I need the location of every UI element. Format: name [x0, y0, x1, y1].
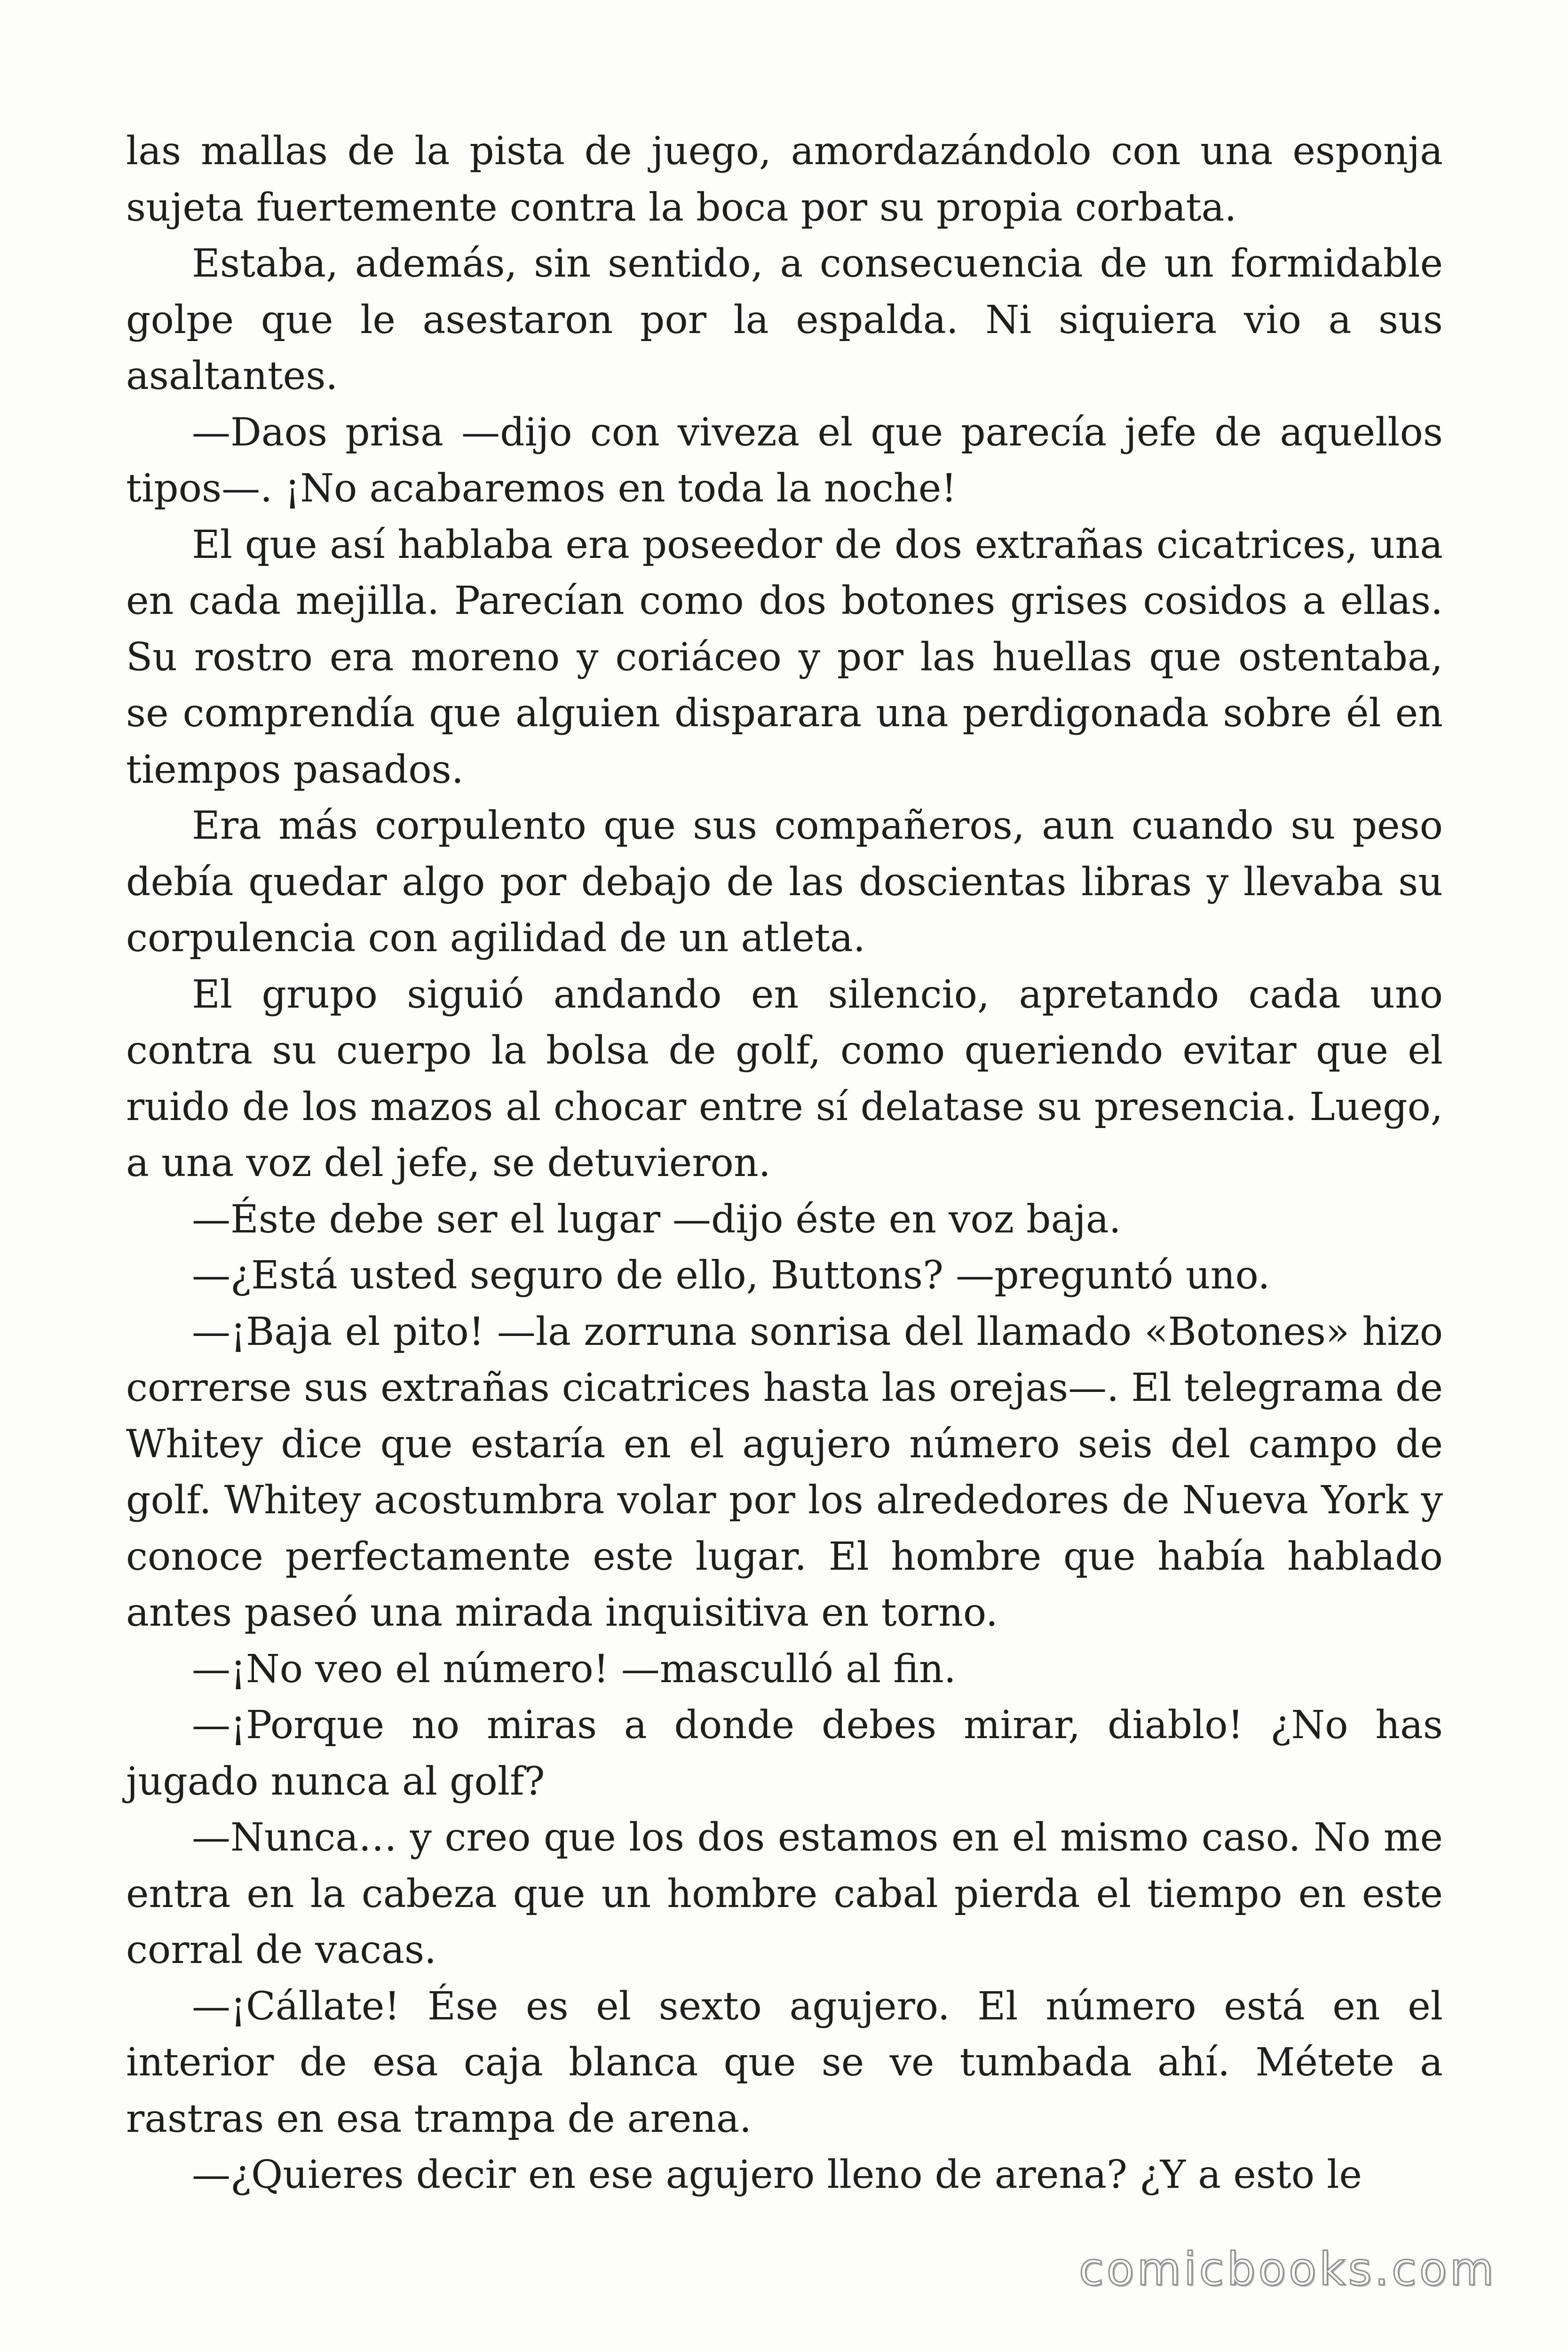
- paragraph: El que así hablaba era poseedor de dos extrañas cicatrices, una en cada mejilla. Parecían como dos botones grises cosidos a ellas. Su rostro era moreno y coriáceo y por las huellas que ostentaba, se comprendía que alguien disparara una perdigonada sobre él en tiempos pasados.: [126, 522, 1443, 792]
- paragraph: —Nunca… y creo que los dos estamos en el mismo caso. No me entra en la cabeza que un hombre cabal pierda el tiempo en este corral de vacas.: [126, 1815, 1443, 1972]
- paragraph: El grupo siguió andando en silencio, apretando cada uno contra su cuerpo la bolsa de golf, como queriendo evitar que el ruido de los mazos al chocar entre sí delatase su presencia. Luego, a una voz del jefe, se detuvieron.: [126, 972, 1443, 1185]
- paragraph: —¡Porque no miras a donde debes mirar, diablo! ¿No has jugado nunca al golf?: [126, 1703, 1443, 1804]
- paragraph: —¿Está usted seguro de ello, Buttons? —preguntó uno.: [192, 1253, 1270, 1298]
- paragraph: —¡Cállate! Ése es el sexto agujero. El número está en el interior de esa caja blanca que se ve tumbada ahí. Métete a rastras en esa trampa de arena.: [126, 1984, 1443, 2141]
- page-body: [126, 123, 1443, 2203]
- paragraph: las mallas de la pista de juego, amordazándolo con una esponja sujeta fuertemente contra la boca por su propia corbata.: [126, 129, 1443, 230]
- paragraph: —¡No veo el número! —masculló al fin.: [192, 1646, 956, 1692]
- paragraph: —Éste debe ser el lugar —dijo éste en voz baja.: [192, 1197, 1121, 1242]
- watermark: comicbooks.com: [1078, 2243, 1497, 2296]
- paragraph: —¡Baja el pito! —la zorruna sonrisa del llamado «Botones» hizo correrse sus extrañas cicatrices hasta las orejas—. El telegrama de Whitey dice que estaría en el agujero número seis del campo de golf. Whitey acostumbra volar por los alrededores de Nueva York y conoce perfectamente este lugar. El hombre que había hablado antes paseó una mirada inquisitiva en torno.: [126, 1309, 1443, 1635]
- paragraph: Estaba, además, sin sentido, a consecuencia de un formidable golpe que le asestaron por la espalda. Ni siquiera vio a sus asaltantes.: [126, 241, 1443, 398]
- paragraph: —Daos prisa —dijo con viveza el que parecía jefe de aquellos tipos—. ¡No acabaremos en toda la noche!: [126, 410, 1443, 511]
- paragraph: Era más corpulento que sus compañeros, aun cuando su peso debía quedar algo por debajo de las doscientas libras y llevaba su corpulencia con agilidad de un atleta.: [126, 803, 1443, 961]
- paragraph: —¿Quieres decir en ese agujero lleno de arena? ¿Y a esto le: [192, 2153, 1362, 2197]
